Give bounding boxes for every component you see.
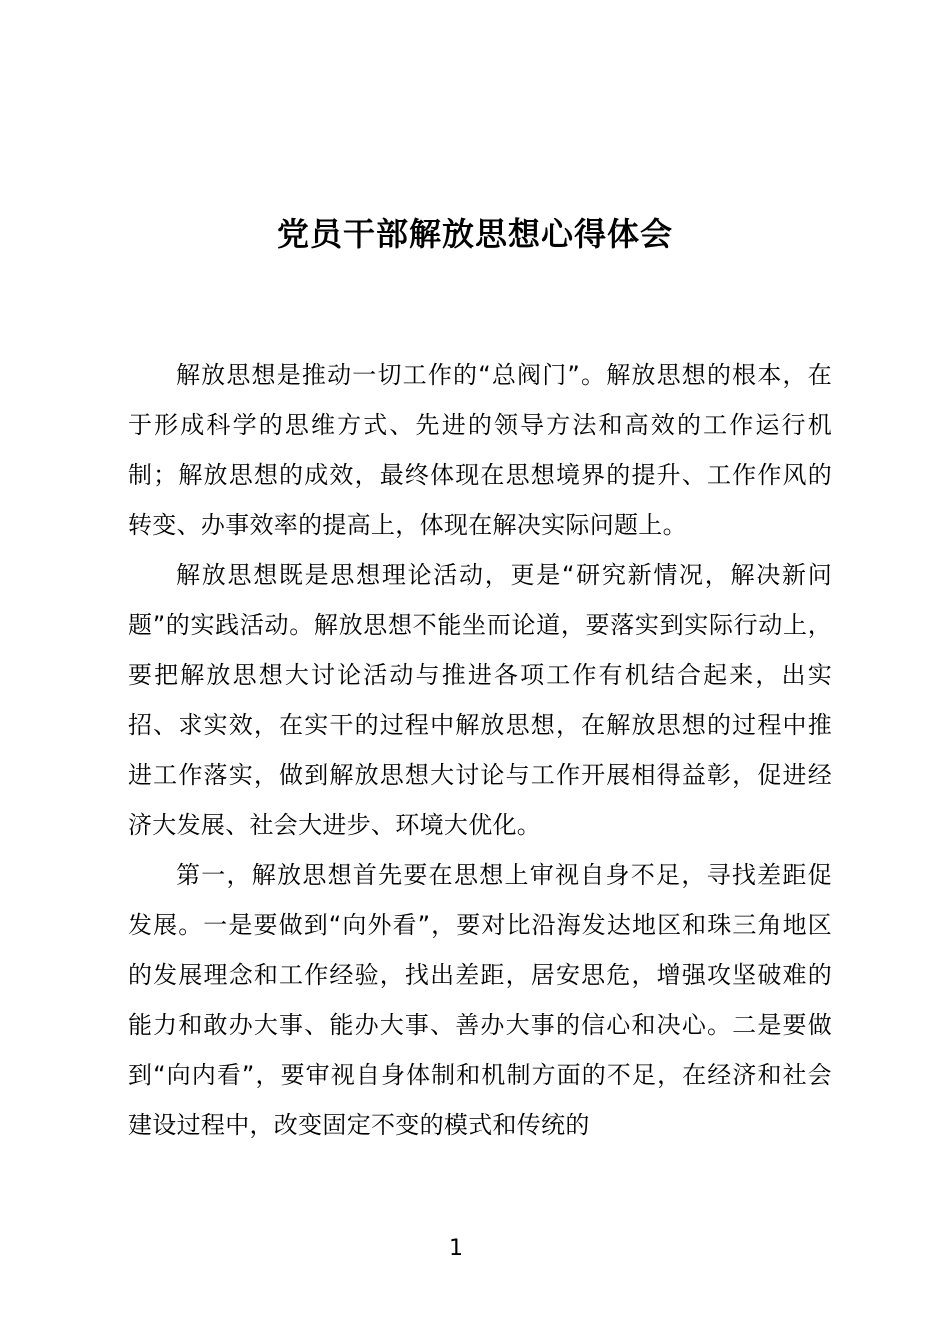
paragraph-3: 第一，解放思想首先要在思想上审视自身不足，寻找差距促发展。一是要做到“向外看”，要对比沿海发达地区和珠三角地区的发展理念和工作经验，找出差距，居安思危，增强攻坚破难的能力和敢办大事、能办大事、善办大事的信心和决心。二是要做到“向内看”，要审视自身体制和机制方面的不足，在经济和社会建设过程中，改变固定不变的模式和传统的 — [128, 861, 832, 1139]
paragraph-2: 解放思想既是思想理论活动，更是“研究新情况，解决新问题”的实践活动。解放思想不能坐而论道，要落实到实际行动上，要把解放思想大讨论活动与推进各项工作有机结合起来，出实招、求实效，在实干的过程中解放思想，在解放思想的过程中推进工作落实，做到解放思想大讨论与工作开展相得益彰，促进经济大发展、社会大进步、环境大优化。 — [128, 561, 832, 839]
paragraph-1: 解放思想是推动一切工作的“总阀门”。解放思想的根本，在于形成科学的思维方式、先进的领导方法和高效的工作运行机制；解放思想的成效，最终体现在思想境界的提升、工作作风的转变、办事效率的提高上，体现在解决实际问题上。 — [128, 361, 832, 539]
document-body — [128, 350, 832, 1150]
document-title: 党员干部解放思想心得体会 — [276, 215, 673, 253]
page-number: 1 — [449, 1236, 463, 1261]
